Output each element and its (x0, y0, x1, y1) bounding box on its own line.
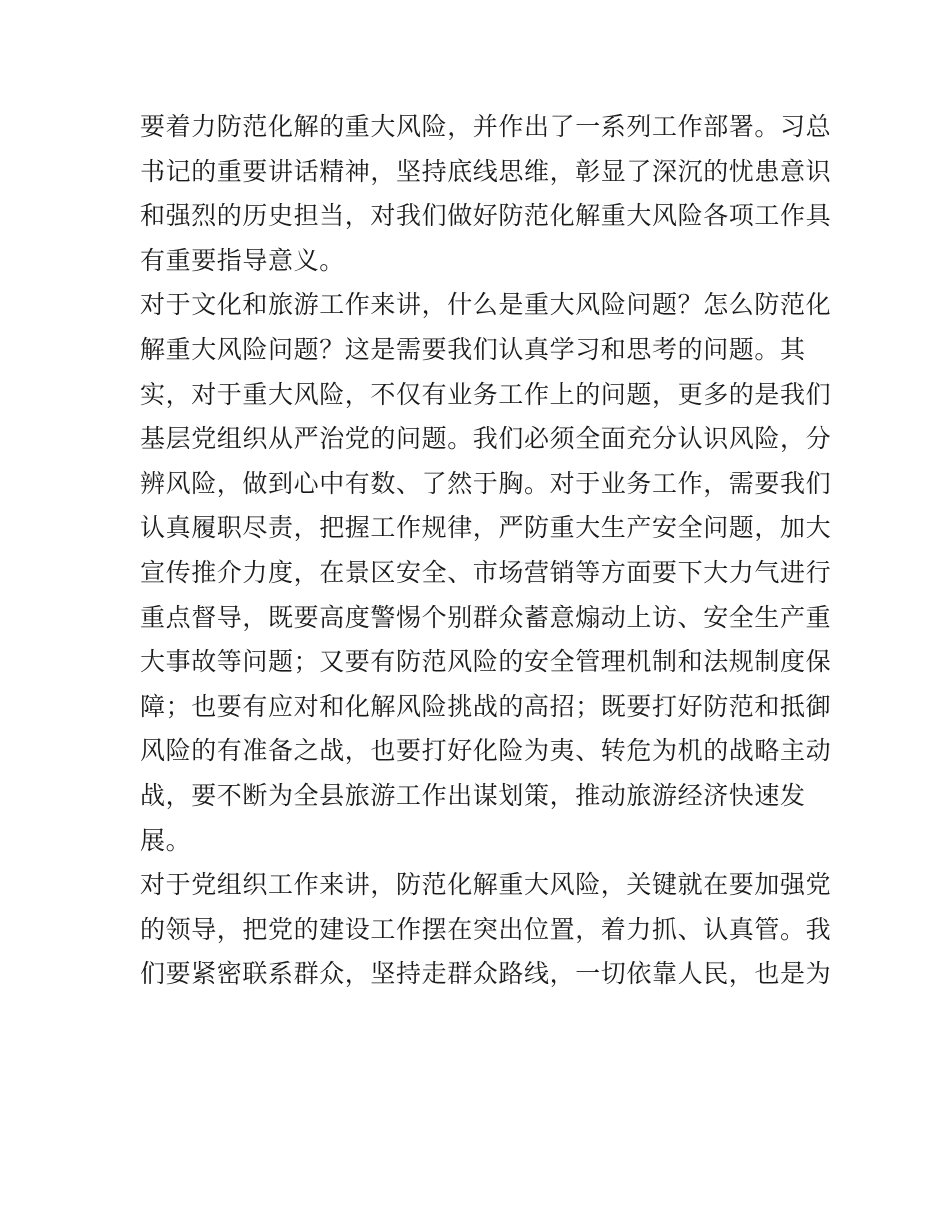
text-line: 基层党组织从严治党的问题。我们必须全面充分认识风险，分 (140, 424, 832, 454)
text-line: 要着力防范化解的重大风险，并作出了一系列工作部署。习总 (140, 112, 832, 141)
text-line: 对于文化和旅游工作来讲，什么是重大风险问题？怎么防范化 (140, 290, 832, 320)
text-line: 风险的有准备之战，也要打好化险为夷、转危为机的战略主动 (140, 736, 832, 766)
text-line: 宣传推介力度，在景区安全、市场营销等方面要下大力气进行 (140, 557, 832, 587)
text-line: 辨风险，做到心中有数、了然于胸。对于业务工作，需要我们 (140, 468, 832, 498)
text-line: 战，要不断为全县旅游工作出谋划策，推动旅游经济快速发 (140, 780, 806, 810)
text-line: 和强烈的历史担当，对我们做好防范化解重大风险各项工作具 (140, 201, 832, 231)
text-line: 解重大风险问题？这是需要我们认真学习和思考的问题。其 (140, 334, 806, 364)
text-line: 实，对于重大风险，不仅有业务工作上的问题，更多的是我们 (140, 379, 832, 409)
text-line: 展。 (140, 825, 192, 855)
text-line: 的领导，把党的建设工作摆在突出位置，着力抓、认真管。我 (140, 914, 832, 944)
body-text (140, 105, 832, 997)
text-line: 重点督导，既要高度警惕个别群众蓄意煽动上访、安全生产重 (140, 602, 832, 632)
text-line: 有重要指导意义。 (140, 245, 345, 275)
text-line: 障；也要有应对和化解风险挑战的高招；既要打好防范和抵御 (140, 691, 832, 721)
text-line: 对于党组织工作来讲，防范化解重大风险，关键就在要加强党 (140, 870, 832, 900)
text-line: 大事故等问题；又要有防范风险的安全管理机制和法规制度保 (140, 647, 832, 677)
text-line: 书记的重要讲话精神，坚持底线思维，彰显了深沉的忧患意识 (140, 156, 832, 186)
text-line: 认真履职尽责，把握工作规律，严防重大生产安全问题，加大 (140, 513, 832, 543)
text-line: 们要紧密联系群众，坚持走群众路线，一切依靠人民，也是为 (140, 959, 832, 989)
